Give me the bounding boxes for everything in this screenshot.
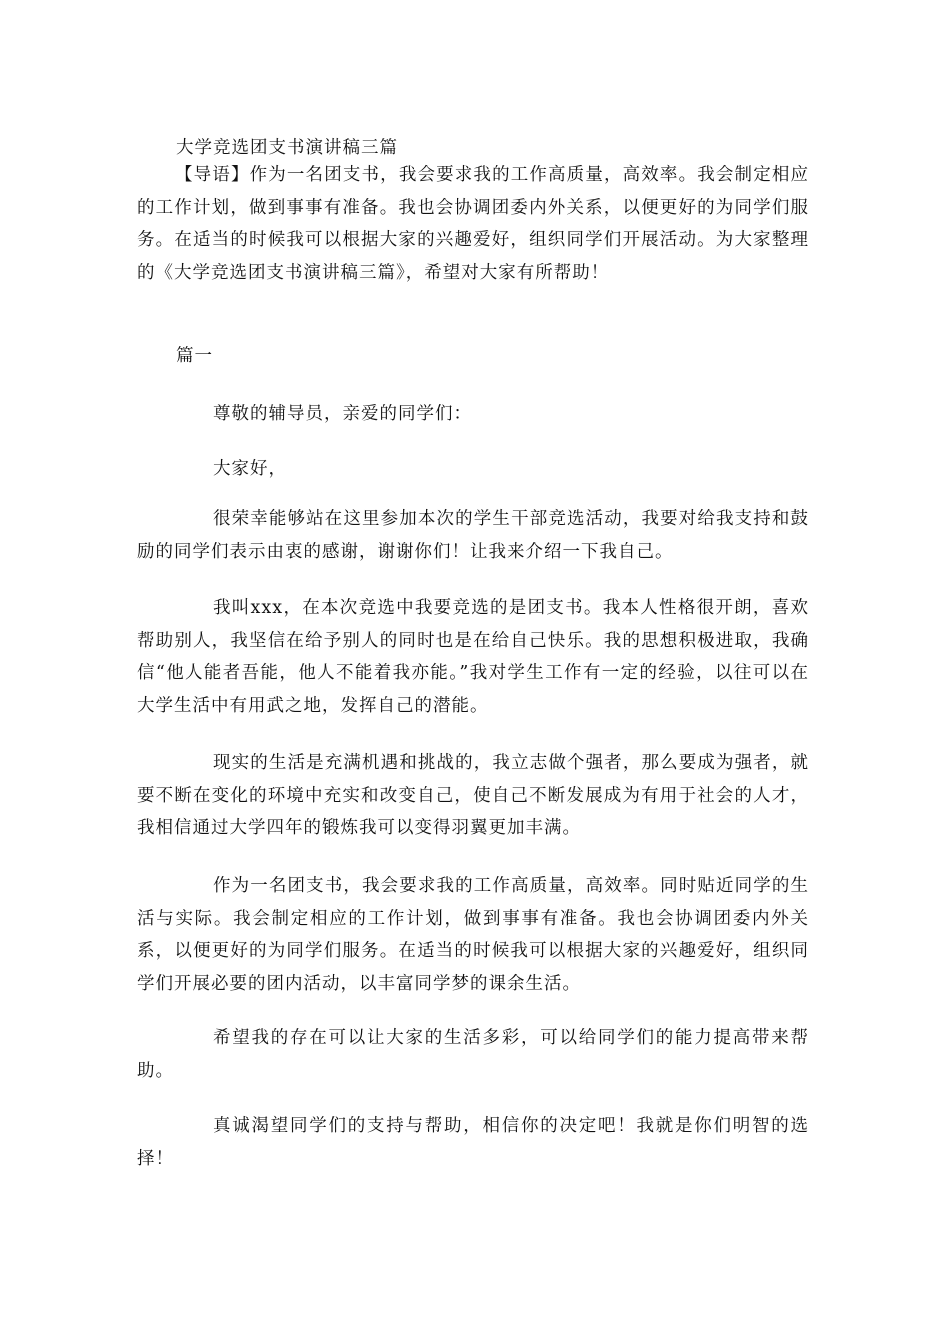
document-title: 大学竞选团支书演讲稿三篇 (176, 138, 398, 158)
greeting: 大家好， (213, 459, 287, 479)
section-heading: 篇一 (176, 346, 213, 366)
body-paragraph: 我叫xxx，在本次竞选中我要竞选的是团支书。我本人性格很开朗，喜欢帮助别人，我坚信在给予别人的同时也是在给自己快乐。我的思想积极进取，我确信“他人能者吾能，他人不能着我亦能。”我对学生工作有一定的经验，以往可以在大学生活中有用武之地，发挥自己的潜能。 (137, 598, 809, 716)
intro-paragraph: 【导语】作为一名团支书，我会要求我的工作高质量，高效率。我会制定相应的工作计划，做到事事有准备。我也会协调团委内外关系，以便更好的为同学们服务。在适当的时候我可以根据大家的兴趣爱好，组织同学们开展活动。为大家整理的《大学竞选团支书演讲稿三篇》，希望对大家有所帮助！ (137, 165, 809, 283)
salutation: 尊敬的辅导员，亲爱的同学们： (213, 404, 472, 424)
body-paragraph: 希望我的存在可以让大家的生活多彩，可以给同学们的能力提高带来帮助。 (137, 1028, 809, 1081)
body-paragraph: 很荣幸能够站在这里参加本次的学生干部竞选活动，我要对给我支持和鼓励的同学们表示由衷的感谢，谢谢你们！让我来介绍一下我自己。 (137, 509, 809, 562)
body-paragraph: 现实的生活是充满机遇和挑战的，我立志做个强者，那么要成为强者，就要不断在变化的环境中充实和改变自己，使自己不断发展成为有用于社会的人才，我相信通过大学四年的锻炼我可以变得羽翼更加丰满。 (137, 753, 809, 838)
body-paragraph: 作为一名团支书，我会要求我的工作高质量，高效率。同时贴近同学的生活与实际。我会制定相应的工作计划，做到事事有准备。我也会协调团委内外关系，以便更好的为同学们服务。在适当的时候我可以根据大家的兴趣爱好，组织同学们开展必要的团内活动，以丰富同学梦的课余生活。 (137, 876, 809, 994)
body-paragraph: 真诚渴望同学们的支持与帮助，相信你的决定吧！我就是你们明智的选择！ (137, 1116, 809, 1169)
